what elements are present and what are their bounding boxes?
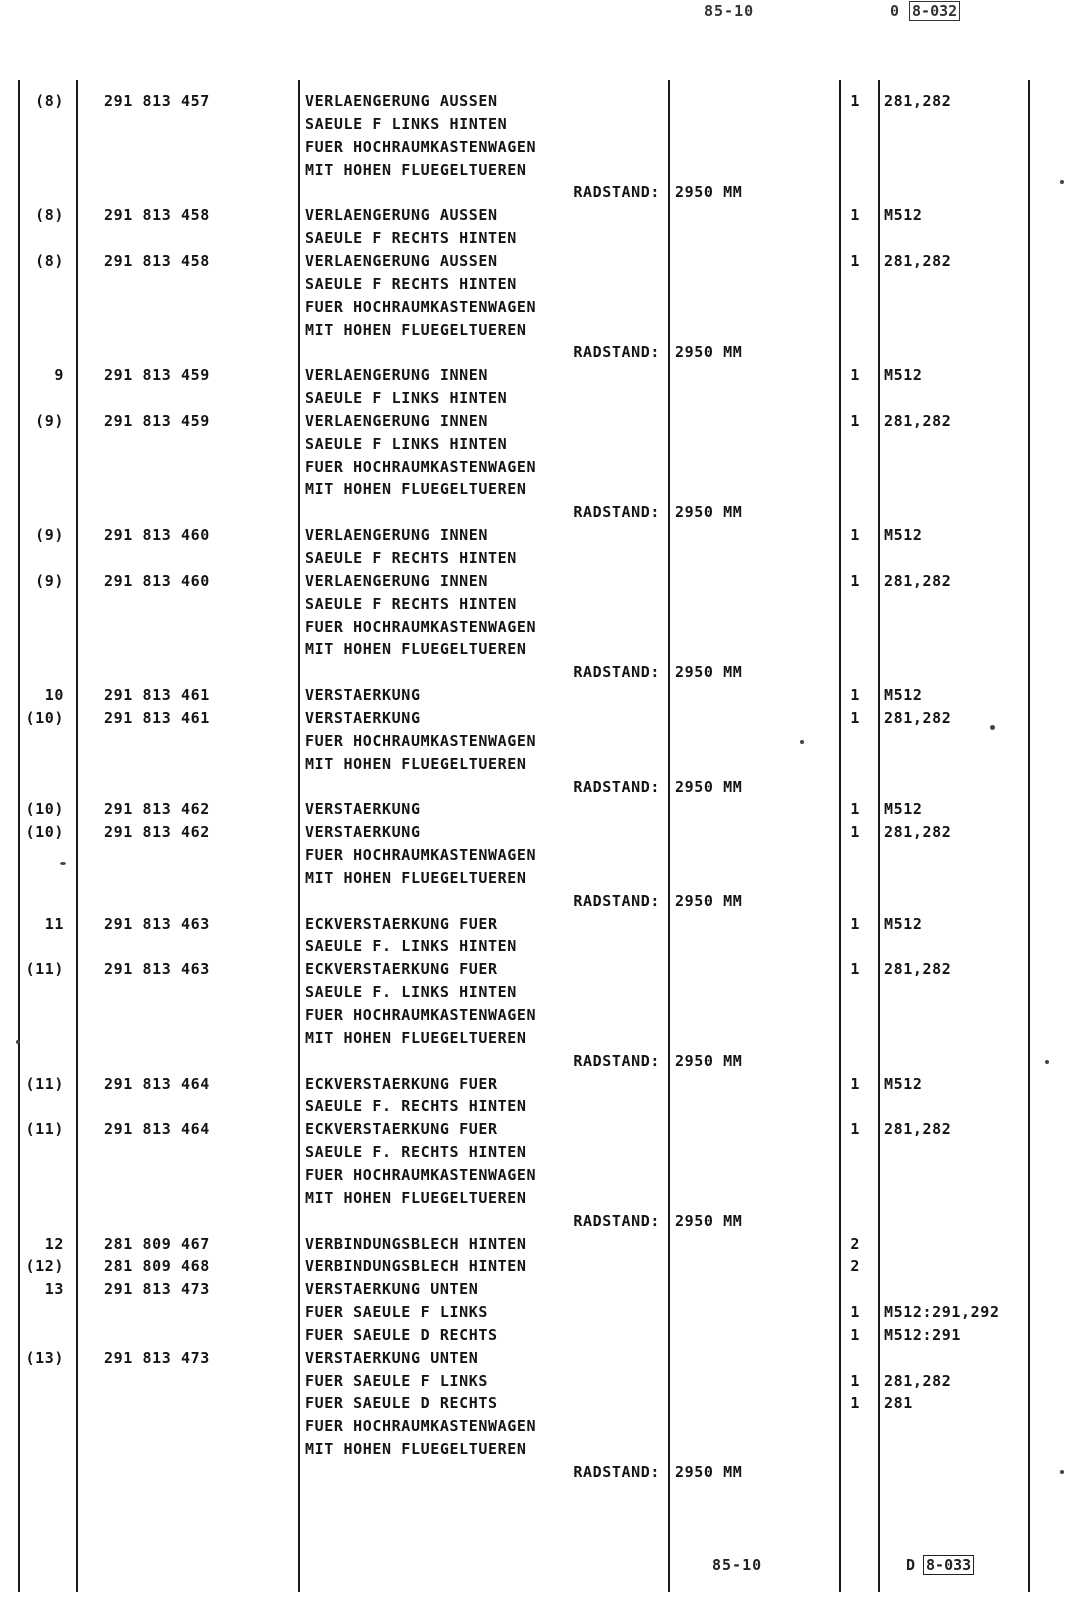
position-number: (10) [25, 800, 64, 819]
part-description: VERLAENGERUNG INNEN [305, 526, 488, 545]
wheelbase-label: RADSTAND: [573, 777, 660, 796]
quantity: 1 [850, 960, 860, 979]
part-number: 291 813 473 [104, 1348, 210, 1367]
table-row [0, 1006, 1082, 1029]
model-applicability: M512 [884, 526, 923, 545]
quantity: 2 [850, 1234, 860, 1253]
position-number: (9) [35, 526, 64, 545]
scan-speck [1060, 1470, 1064, 1474]
scan-speck [990, 725, 995, 730]
table-row [0, 1189, 1082, 1212]
position-number: (12) [25, 1257, 64, 1276]
part-number: 291 813 463 [104, 960, 210, 979]
table-row [0, 1052, 1082, 1075]
model-applicability: M512:291 [884, 1325, 962, 1344]
table-row [0, 732, 1082, 755]
part-number: 291 813 460 [104, 571, 210, 590]
table-row [0, 1326, 1082, 1349]
table-row [0, 869, 1082, 892]
table-row [0, 1303, 1082, 1326]
table-row [0, 343, 1082, 366]
table-row [0, 458, 1082, 481]
position-number: (10) [25, 708, 64, 727]
table-row [0, 366, 1082, 389]
part-number: 291 813 460 [104, 526, 210, 545]
part-description: FUER HOCHRAUMKASTENWAGEN [305, 297, 537, 316]
scan-speck [800, 740, 804, 744]
quantity: 1 [850, 1074, 860, 1093]
quantity: 1 [850, 800, 860, 819]
part-description: VERSTAERKUNG [305, 708, 421, 727]
part-number: 291 813 463 [104, 914, 210, 933]
part-number: 291 813 464 [104, 1120, 210, 1139]
model-applicability: M512 [884, 366, 923, 385]
part-description: VERBINDUNGSBLECH HINTEN [305, 1257, 527, 1276]
part-description: SAEULE F. RECHTS HINTEN [305, 1097, 527, 1116]
quantity: 1 [850, 1371, 860, 1390]
model-applicability: M512 [884, 1074, 923, 1093]
part-description: FUER SAEULE F LINKS [305, 1303, 488, 1322]
footer-section-code: 85-10 [712, 1556, 763, 1574]
part-description: FUER HOCHRAUMKASTENWAGEN [305, 1165, 537, 1184]
part-number: 291 813 464 [104, 1074, 210, 1093]
position-number: 11 [44, 914, 64, 933]
part-description: FUER SAEULE D RECHTS [305, 1325, 498, 1344]
model-applicability: 281,282 [884, 571, 952, 590]
table-row [0, 435, 1082, 458]
wheelbase-value: 2950 MM [675, 891, 743, 910]
position-number: (8) [35, 92, 64, 110]
wheelbase-value: 2950 MM [675, 777, 743, 796]
scan-speck [60, 862, 66, 865]
part-description: VERLAENGERUNG INNEN [305, 571, 488, 590]
part-description: MIT HOHEN FLUEGELTUEREN [305, 320, 527, 339]
part-description: VERLAENGERUNG INNEN [305, 411, 488, 430]
part-description: VERLAENGERUNG AUSSEN [305, 206, 498, 225]
wheelbase-label: RADSTAND: [573, 343, 660, 362]
quantity: 1 [850, 686, 860, 705]
part-description: FUER SAEULE D RECHTS [305, 1394, 498, 1413]
quantity: 1 [850, 411, 860, 430]
table-row [0, 1417, 1082, 1440]
table-row [0, 161, 1082, 184]
position-number: (11) [25, 1074, 64, 1093]
table-row [0, 549, 1082, 572]
position-number: 9 [54, 366, 64, 385]
part-description: VERLAENGERUNG AUSSEN [305, 92, 498, 110]
quantity: 1 [850, 1303, 860, 1322]
part-description: ECKVERSTAERKUNG FUER [305, 1074, 498, 1093]
part-description: VERSTAERKUNG UNTEN [305, 1280, 479, 1299]
table-row [0, 298, 1082, 321]
table-row [0, 640, 1082, 663]
table-row [0, 252, 1082, 275]
model-applicability: 281,282 [884, 960, 952, 979]
table-row [0, 1349, 1082, 1372]
table-row [0, 823, 1082, 846]
wheelbase-value: 2950 MM [675, 1051, 743, 1070]
table-row [0, 1029, 1082, 1052]
table-row [0, 983, 1082, 1006]
table-row [0, 663, 1082, 686]
table-row [0, 846, 1082, 869]
model-applicability: 281,282 [884, 1371, 952, 1390]
position-number: (8) [35, 206, 64, 225]
part-number: 291 813 458 [104, 206, 210, 225]
table-row [0, 526, 1082, 549]
model-applicability: 281,282 [884, 1120, 952, 1139]
part-description: VERLAENGERUNG INNEN [305, 366, 488, 385]
quantity: 1 [850, 823, 860, 842]
quantity: 1 [850, 914, 860, 933]
header-page-number: 8-032 [909, 1, 960, 21]
quantity: 1 [850, 251, 860, 270]
model-applicability: 281,282 [884, 411, 952, 430]
part-description: SAEULE F RECHTS HINTEN [305, 274, 517, 293]
part-description: FUER HOCHRAUMKASTENWAGEN [305, 1417, 537, 1436]
table-row [0, 755, 1082, 778]
table-row [0, 618, 1082, 641]
table-row [0, 389, 1082, 412]
table-row [0, 503, 1082, 526]
quantity: 1 [850, 526, 860, 545]
table-row [0, 1394, 1082, 1417]
footer-page-number: 8-033 [923, 1555, 974, 1575]
table-row [0, 595, 1082, 618]
table-row [0, 960, 1082, 983]
header-page-ref [890, 2, 960, 20]
part-description: VERSTAERKUNG UNTEN [305, 1348, 479, 1367]
table-row [0, 1097, 1082, 1120]
position-number: 13 [44, 1280, 64, 1299]
part-description: SAEULE F LINKS HINTEN [305, 389, 508, 408]
part-number: 281 809 467 [104, 1234, 210, 1253]
part-description: SAEULE F RECHTS HINTEN [305, 549, 517, 567]
part-description: MIT HOHEN FLUEGELTUEREN [305, 640, 527, 659]
part-number: 291 813 462 [104, 823, 210, 842]
wheelbase-value: 2950 MM [675, 1211, 743, 1230]
table-row [0, 480, 1082, 503]
table-row [0, 229, 1082, 252]
part-description: SAEULE F. LINKS HINTEN [305, 937, 517, 956]
part-description: FUER HOCHRAUMKASTENWAGEN [305, 457, 537, 476]
model-applicability: 281,282 [884, 251, 952, 270]
part-number: 291 813 457 [104, 92, 210, 110]
table-row [0, 92, 1082, 115]
footer-page-letter: D [906, 1556, 916, 1574]
table-row [0, 1120, 1082, 1143]
part-number: 281 809 468 [104, 1257, 210, 1276]
part-description: VERSTAERKUNG [305, 823, 421, 842]
wheelbase-value: 2950 MM [675, 663, 743, 682]
table-row [0, 138, 1082, 161]
part-description: FUER SAEULE F LINKS [305, 1371, 488, 1390]
table-row [0, 1440, 1082, 1463]
table-row [0, 1143, 1082, 1166]
position-number: (8) [35, 251, 64, 270]
model-applicability: 281,282 [884, 92, 952, 110]
quantity: 1 [850, 206, 860, 225]
part-description: SAEULE F RECHTS HINTEN [305, 594, 517, 613]
part-number: 291 813 458 [104, 251, 210, 270]
wheelbase-label: RADSTAND: [573, 503, 660, 522]
part-description: VERLAENGERUNG AUSSEN [305, 251, 498, 270]
part-description: FUER HOCHRAUMKASTENWAGEN [305, 137, 537, 156]
table-row [0, 183, 1082, 206]
part-description: VERSTAERKUNG [305, 800, 421, 819]
part-description: MIT HOHEN FLUEGELTUEREN [305, 1028, 527, 1047]
wheelbase-label: RADSTAND: [573, 1051, 660, 1070]
part-description: VERSTAERKUNG [305, 686, 421, 705]
wheelbase-label: RADSTAND: [573, 663, 660, 682]
scan-speck [16, 1040, 20, 1044]
part-description: MIT HOHEN FLUEGELTUEREN [305, 480, 527, 499]
position-number: (11) [25, 1120, 64, 1139]
model-applicability: M512 [884, 914, 923, 933]
position-number: (13) [25, 1348, 64, 1367]
table-row [0, 800, 1082, 823]
wheelbase-label: RADSTAND: [573, 1211, 660, 1230]
table-row [0, 275, 1082, 298]
part-description: MIT HOHEN FLUEGELTUEREN [305, 160, 527, 179]
part-description: SAEULE F LINKS HINTEN [305, 114, 508, 133]
scan-speck [1045, 1060, 1049, 1064]
part-description: FUER HOCHRAUMKASTENWAGEN [305, 846, 537, 865]
table-row [0, 1372, 1082, 1395]
position-number: (9) [35, 571, 64, 590]
part-description: MIT HOHEN FLUEGELTUEREN [305, 1440, 527, 1459]
model-applicability: 281,282 [884, 823, 952, 842]
quantity: 2 [850, 1257, 860, 1276]
quantity: 1 [850, 1325, 860, 1344]
table-row [0, 1166, 1082, 1189]
part-number: 291 813 473 [104, 1280, 210, 1299]
scan-speck [1060, 180, 1064, 184]
wheelbase-label: RADSTAND: [573, 891, 660, 910]
table-row [0, 709, 1082, 732]
part-description: MIT HOHEN FLUEGELTUEREN [305, 868, 527, 887]
position-number: (9) [35, 411, 64, 430]
table-row [0, 1075, 1082, 1098]
model-applicability: M512 [884, 800, 923, 819]
wheelbase-value: 2950 MM [675, 343, 743, 362]
wheelbase-value: 2950 MM [675, 183, 743, 202]
table-row [0, 915, 1082, 938]
quantity: 1 [850, 571, 860, 590]
wheelbase-value: 2950 MM [675, 503, 743, 522]
wheelbase-label: RADSTAND: [573, 1463, 660, 1481]
table-row [0, 1280, 1082, 1303]
table-row [0, 1257, 1082, 1280]
part-number: 291 813 461 [104, 686, 210, 705]
position-number: 10 [44, 686, 64, 705]
header-page-letter: 0 [890, 2, 900, 20]
header-section-code: 85-10 [704, 2, 755, 20]
table-row [0, 572, 1082, 595]
table-row [0, 1235, 1082, 1258]
part-description: SAEULE F RECHTS HINTEN [305, 229, 517, 248]
position-number: (10) [25, 823, 64, 842]
table-row [0, 892, 1082, 915]
table-row [0, 412, 1082, 435]
part-description: FUER HOCHRAUMKASTENWAGEN [305, 1006, 537, 1024]
table-row [0, 206, 1082, 229]
part-number: 291 813 459 [104, 411, 210, 430]
quantity: 1 [850, 708, 860, 727]
model-applicability: M512 [884, 686, 923, 705]
model-applicability: 281 [884, 1394, 913, 1413]
table-row [0, 937, 1082, 960]
part-description: ECKVERSTAERKUNG FUER [305, 914, 498, 933]
table-row [0, 1212, 1082, 1235]
part-number: 291 813 459 [104, 366, 210, 385]
quantity: 1 [850, 366, 860, 385]
table-row [0, 686, 1082, 709]
part-description: SAEULE F LINKS HINTEN [305, 434, 508, 453]
part-description: ECKVERSTAERKUNG FUER [305, 1120, 498, 1139]
part-number: 291 813 462 [104, 800, 210, 819]
position-number: (11) [25, 960, 64, 979]
quantity: 1 [850, 1120, 860, 1139]
wheelbase-label: RADSTAND: [573, 183, 660, 202]
position-number: 12 [44, 1234, 64, 1253]
table-row [0, 115, 1082, 138]
part-description: VERBINDUNGSBLECH HINTEN [305, 1234, 527, 1253]
part-description: SAEULE F. RECHTS HINTEN [305, 1143, 527, 1162]
part-description: MIT HOHEN FLUEGELTUEREN [305, 1188, 527, 1207]
footer-page-ref [906, 1556, 974, 1574]
part-description: FUER HOCHRAUMKASTENWAGEN [305, 617, 537, 636]
part-number: 291 813 461 [104, 708, 210, 727]
part-description: ECKVERSTAERKUNG FUER [305, 960, 498, 979]
table-row [0, 1463, 1082, 1486]
model-applicability: 281,282 [884, 708, 952, 727]
table-row [0, 321, 1082, 344]
table-row [0, 778, 1082, 801]
part-description: FUER HOCHRAUMKASTENWAGEN [305, 731, 537, 750]
quantity: 1 [850, 92, 860, 110]
part-description: MIT HOHEN FLUEGELTUEREN [305, 754, 527, 773]
part-description: SAEULE F. LINKS HINTEN [305, 983, 517, 1002]
quantity: 1 [850, 1394, 860, 1413]
model-applicability: M512:291,292 [884, 1303, 1000, 1322]
wheelbase-value: 2950 MM [675, 1463, 743, 1481]
model-applicability: M512 [884, 206, 923, 225]
